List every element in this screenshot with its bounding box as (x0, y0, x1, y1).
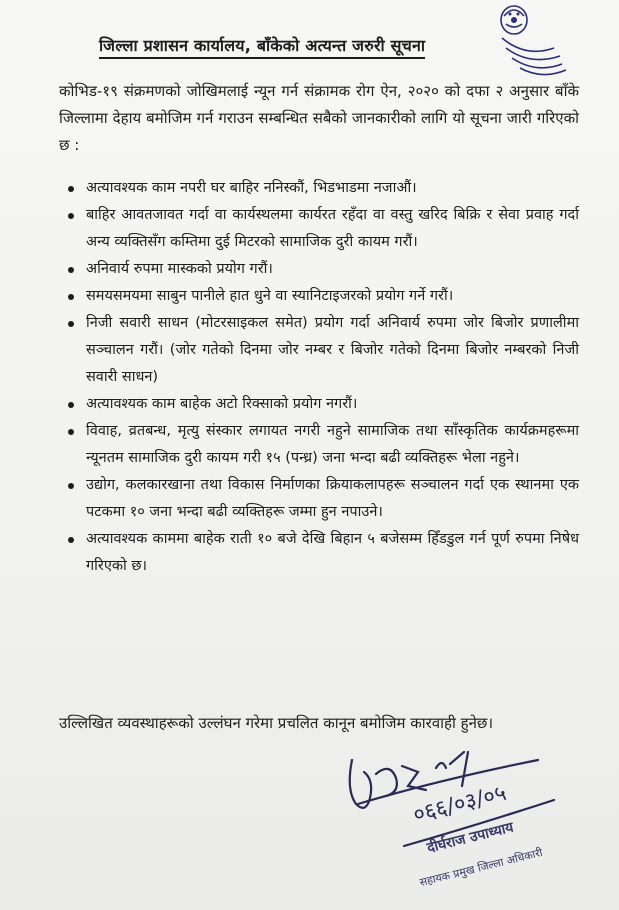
list-item: विवाह, व्रतबन्ध, मृत्यु संस्कार लगायत नगरी नहुने सामाजिक तथा साँस्कृतिक कार्यक्रमहरूमा न्यूनतम सामाजिक दुरी कायम गरी १५ (पन्ध्र) जना भन्दा बढी व्यक्तिहरू भेला नहुने। (74, 418, 579, 472)
closing-paragraph: उल्लिखित व्यवस्थाहरूको उल्लंघन गरेमा प्रचलित कानून बमोजिम कारवाही हुनेछ। (59, 714, 494, 732)
list-item: अत्यावश्यक काम बाहेक अटो रिक्साको प्रयोग नगरौं। (74, 391, 579, 418)
list-item: अत्यावश्यक काममा बाहेक राती १० बजे देखि बिहान ५ बजेसम्म हिँडडुल गर्न पूर्ण रुपमा निषेध गरिएको छ। (74, 526, 579, 580)
list-item: निजी सवारी साधन (मोटरसाइकल समेत) प्रयोग गर्दा अनिवार्य रुपमा जोर बिजोर प्रणालीमा सञ्चालन गरौं। (जोर गतेको दिनमा जोर नम्बर र बिजोर गतेको दिनमा बिजोर नम्बरको निजी सवारी साधन) (74, 310, 579, 391)
office-seal-stamp (484, 2, 574, 82)
list-item: अनिवार्य रुपमा मास्कको प्रयोग गरौं। (74, 256, 579, 283)
list-item: बाहिर आवतजावत गर्दा वा कार्यस्थलमा कार्यरत रहँदा वा वस्तु खरिद बिक्रि र सेवा प्रवाह गर्दा अन्य व्यक्तिसँग कम्तिमा दुई मिटरको सामाजिक दुरी कायम गरौं। (74, 202, 579, 256)
notice-title: जिल्ला प्रशासन कार्यालय, बाँकेको अत्यन्त जरुरी सूचना (99, 34, 425, 59)
list-item: समयसमयमा साबुन पानीले हात धुने वा स्यानिटाइजरको प्रयोग गर्ने गरौं। (74, 283, 579, 310)
instruction-list (74, 175, 579, 580)
list-item: उद्योग, कलकारखाना तथा विकास निर्माणका क्रियाकलापहरू सञ्चालन गर्दा एक स्थानमा एक पटकमा १० जना भन्दा बढी व्यक्तिहरू जम्मा हुन नपाउने। (74, 472, 579, 526)
signature-date: ०६६/०३/०५ (410, 780, 509, 829)
signatory-role: सहायक प्रमुख जिल्ला अधिकारी (418, 845, 544, 890)
list-item: अत्यावश्यक काम नपरी घर बाहिर ननिस्कौं, भिडभाडमा नजाऔं। (74, 175, 579, 202)
signature-block (318, 742, 578, 902)
signatory-name: दीर्घराज उपाध्याय (425, 819, 516, 857)
intro-paragraph: कोभिड-१९ संक्रमणको जोखिमलाई न्यून गर्न संक्रामक रोग ऐन, २०२० को दफा २ अनुसार बाँके जिल्लामा देहाय बमोजिम गर्न गराउन सम्बन्धित सबैको जानकारीको लागि यो सूचना जारी गरिएको छ : (59, 82, 579, 154)
